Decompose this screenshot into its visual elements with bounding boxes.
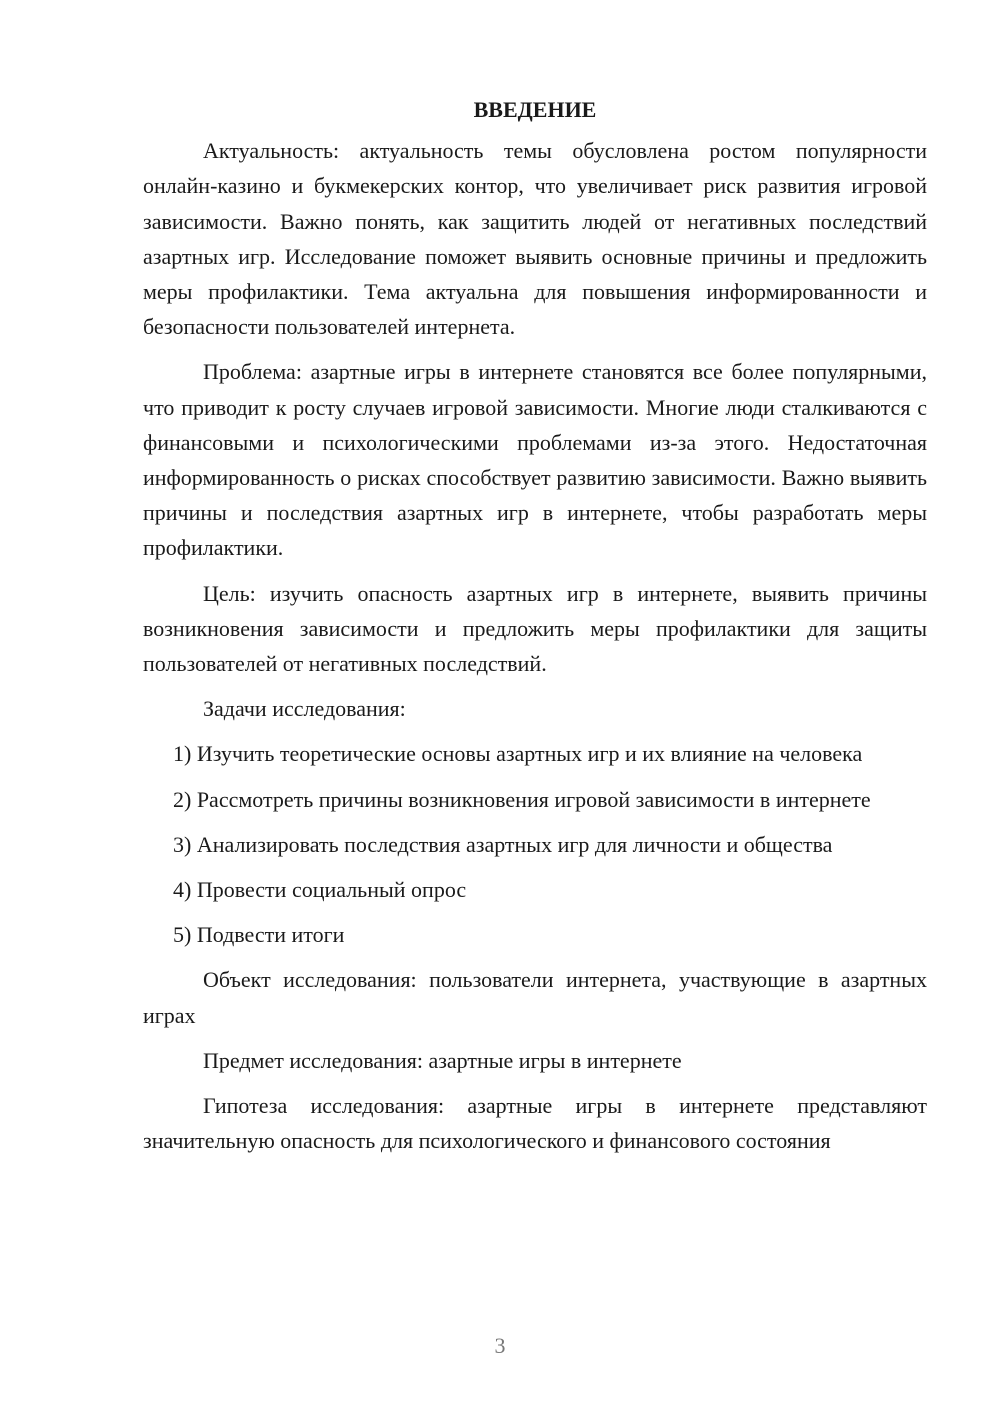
page-heading: ВВЕДЕНИЕ bbox=[473, 97, 597, 122]
tasks-title: Задачи исследования: bbox=[203, 696, 406, 722]
problem-paragraph: Проблема: азартные игры в интернете становятся все более популярными, что приводит к росту случаев игровой зависимости. Многие люди сталкиваются с финансовыми и психологическими проблемами из-за этого. Недостаточная информированность о рисках способствует развитию зависимости. Важно выявить причины и последствия азартных игр в интернете, чтобы разработать меры профилактики. bbox=[143, 359, 927, 561]
task-item-4: 4) Провести социальный опрос bbox=[173, 877, 467, 903]
relevance-paragraph: Актуальность: актуальность темы обусловлена ростом популярности онлайн-казино и букмекерских контор, что увеличивает риск развития игровой зависимости. Важно понять, как защитить людей от негативных последствий азартных игр. Исследование поможет выявить основные причины и предложить меры профилактики. Тема актуальна для повышения информированности и безопасности пользователей интернета. bbox=[143, 138, 927, 340]
object-paragraph: Объект исследования: пользователи интернета, участвующие в азартных играх bbox=[143, 967, 927, 1028]
task-item-2: 2) Рассмотреть причины возникновения игровой зависимости в интернете bbox=[173, 786, 871, 812]
task-item-1: 1) Изучить теоретические основы азартных игр и их влияние на человека bbox=[173, 741, 863, 767]
page-number: 3 bbox=[494, 1333, 506, 1358]
document-page bbox=[143, 92, 927, 1168]
subject-paragraph: Предмет исследования: азартные игры в интернете bbox=[203, 1047, 682, 1073]
task-item-5: 5) Подвести итоги bbox=[173, 922, 345, 948]
task-item-3: 3) Анализировать последствия азартных игр для личности и общества bbox=[173, 831, 833, 857]
goal-paragraph: Цель: изучить опасность азартных игр в интернете, выявить причины возникновения зависимости и предложить меры профилактики для защиты пользователей от негативных последствий. bbox=[143, 580, 927, 677]
hypothesis-paragraph: Гипотеза исследования: азартные игры в интернете представляют значительную опасность для психологического и финансового состояния bbox=[143, 1093, 927, 1154]
